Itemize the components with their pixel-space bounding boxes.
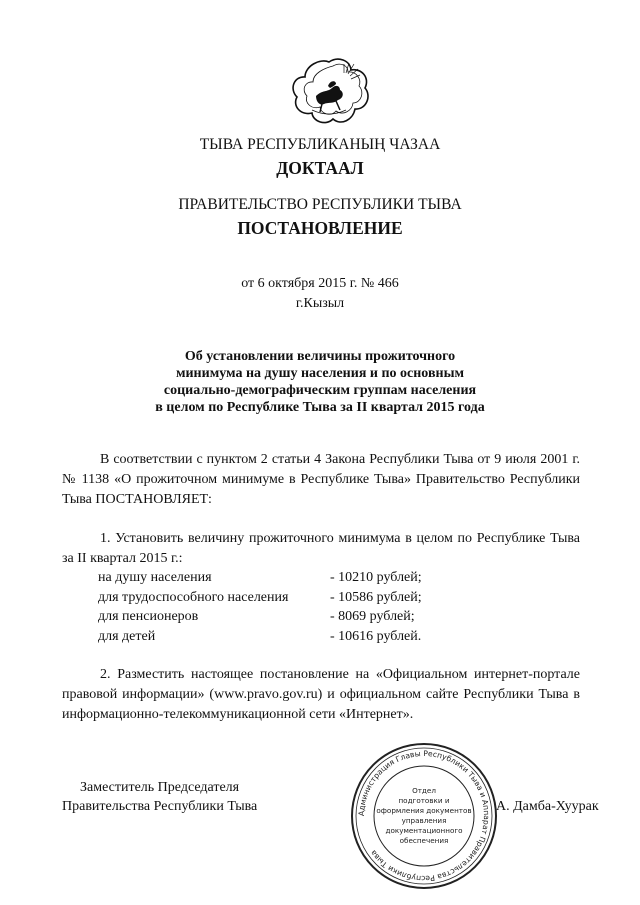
signatory-position-line2: Правительства Республики Тыва [62, 799, 258, 814]
republic-name-tyvan: ТЫВА РЕСПУБЛИКАНЫҢ ЧАЗАА [199, 136, 441, 153]
title-line: в целом по Республике Тыва за II квартал 2015 года [155, 400, 485, 415]
government-name: ПРАВИТЕЛЬСТВО РЕСПУБЛИКИ ТЫВА [178, 196, 462, 213]
minimum-value: - 10586 рублей; [330, 589, 422, 605]
city: г.Кызыл [295, 296, 345, 311]
minimum-value: - 8069 рублей; [330, 609, 415, 625]
minimum-value: - 10210 рублей; [330, 570, 422, 585]
doc-type: ПОСТАНОВЛЕНИЕ [237, 218, 403, 238]
preamble-paragraph: В соответствии с пунктом 2 статьи 4 Закона Республики Тыва от 9 июля 2001 г. № 1138 «О прожиточном минимуме в Республике Тыва» Правительство Республики Тыва ПОСТАНОВЛЯЕТ: [62, 452, 580, 507]
stamp-line: Отдел [412, 786, 436, 795]
minimum-label: для трудоспособного населения [98, 589, 289, 605]
minimum-label: для пенсионеров [98, 609, 199, 625]
title-line: Об установлении величины прожиточного [184, 349, 456, 364]
stamp-line: управления [401, 816, 447, 825]
document-title [0, 348, 640, 416]
minimum-row [98, 568, 422, 588]
stamp-line: подготовки и [398, 796, 450, 805]
coat-of-arms-emblem [288, 56, 370, 128]
minimums-list [98, 568, 422, 646]
signatory-position-line1: Заместитель Председателя [80, 780, 240, 795]
stamp-line: документационного [385, 826, 463, 835]
official-stamp [349, 741, 499, 891]
minimum-label: для детей [98, 628, 156, 644]
minimum-row [98, 627, 422, 647]
date-and-number: от 6 октября 2015 г. № 466 [241, 276, 399, 291]
stamp-ring-text: Администрация Главы Республики Тыва и Аппарат Правительства Республики Тыва [356, 748, 492, 884]
title-line: минимума на душу населения и по основным [175, 366, 465, 381]
item-2-paragraph: 2. Разместить настоящее постановление на «Официальном интернет-портале правовой информации» (www.pravo.gov.ru) и официальном сайте Республики Тыва в информационно-телекоммуникационной сети «Интернет». [62, 667, 580, 722]
doc-type-tyvan: ДОКТААЛ [276, 158, 364, 178]
title-line: социально-демографическим группам населения [163, 383, 477, 398]
minimum-value: - 10616 рублей. [330, 628, 422, 644]
item-1-paragraph: 1. Установить величину прожиточного минимума в целом по Республике Тыва за II квартал 2015 г.: [62, 531, 580, 566]
minimum-row [98, 588, 422, 608]
stamp-line: обеспечения [399, 836, 449, 845]
signatory-name: А. Дамба-Хуурак [496, 799, 599, 814]
minimum-label: на душу населения [98, 570, 212, 585]
minimum-row [98, 607, 422, 627]
stamp-line: оформления документов [376, 806, 472, 815]
